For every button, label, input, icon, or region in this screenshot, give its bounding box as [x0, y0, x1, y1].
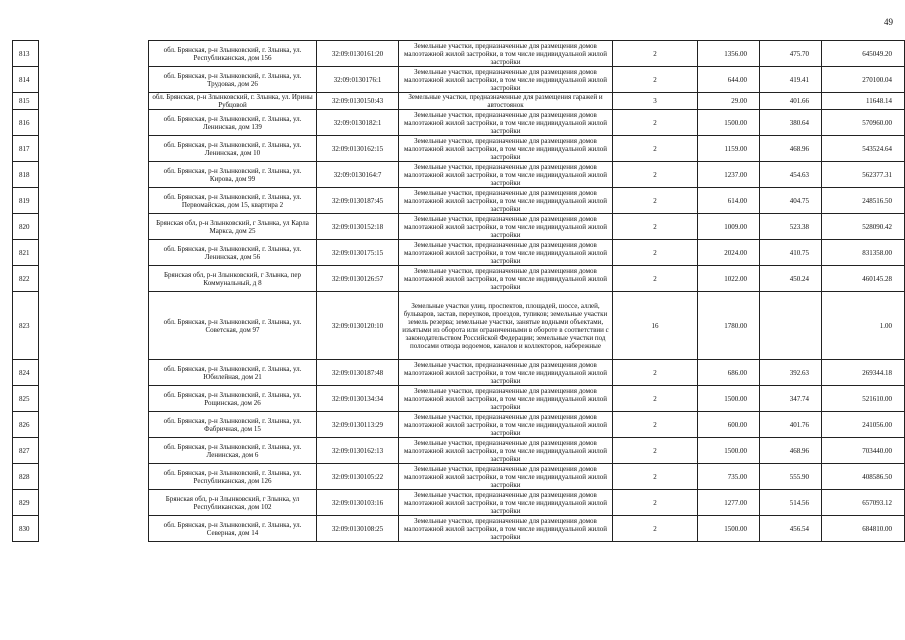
row-number: 827: [13, 438, 39, 464]
cadastral-value-cell: 248516.50: [822, 188, 905, 214]
specific-value-cell: 555.90: [760, 464, 822, 490]
area-cell: 1009.00: [698, 214, 760, 240]
land-use-cell: Земельные участки, предназначенные для размещения гаражей и автостоянок: [399, 93, 613, 110]
row-number: 820: [13, 214, 39, 240]
row-number: 816: [13, 110, 39, 136]
use-code-cell: 2: [613, 266, 698, 292]
cadastral-value-cell: 521610.00: [822, 386, 905, 412]
specific-value-cell: 468.96: [760, 136, 822, 162]
row-number: 818: [13, 162, 39, 188]
area-cell: 1159.00: [698, 136, 760, 162]
table-row: [13, 490, 905, 516]
cadastral-value-cell: 831358.00: [822, 240, 905, 266]
address-cell: обл. Брянская, р-н Злынковский, г. Злынка, ул. Рощинская, дом 26: [149, 386, 317, 412]
spacer-cell: [39, 240, 149, 266]
spacer-cell: [39, 438, 149, 464]
area-cell: 1500.00: [698, 516, 760, 542]
land-use-cell: Земельные участки, предназначенные для размещения домов малоэтажной жилой застройки, в том числе индивидуальной жилой застройки: [399, 464, 613, 490]
row-number: 828: [13, 464, 39, 490]
address-cell: обл. Брянская, р-н Злынковский, г. Злынка, ул. Первомайская, дом 15, квартира 2: [149, 188, 317, 214]
cadastral-number-cell: 32:09:0130126:57: [317, 266, 399, 292]
use-code-cell: 2: [613, 438, 698, 464]
table-row: [13, 93, 905, 110]
use-code-cell: 3: [613, 93, 698, 110]
use-code-cell: 2: [613, 360, 698, 386]
cadastral-number-cell: 32:09:0130134:34: [317, 386, 399, 412]
table-row: [13, 412, 905, 438]
table-row: [13, 67, 905, 93]
row-number: 829: [13, 490, 39, 516]
spacer-cell: [39, 110, 149, 136]
spacer-cell: [39, 188, 149, 214]
land-use-cell: Земельные участки, предназначенные для размещения домов малоэтажной жилой застройки, в том числе индивидуальной жилой застройки: [399, 386, 613, 412]
land-use-cell: Земельные участки, предназначенные для размещения домов малоэтажной жилой застройки, в том числе индивидуальной жилой застройки: [399, 490, 613, 516]
area-cell: 29.00: [698, 93, 760, 110]
specific-value-cell: 392.63: [760, 360, 822, 386]
address-cell: обл. Брянская, р-н Злынковский, г. Злынка, ул. Ленинская, дом 56: [149, 240, 317, 266]
spacer-cell: [39, 266, 149, 292]
land-use-cell: Земельные участки, предназначенные для размещения домов малоэтажной жилой застройки, в том числе индивидуальной жилой застройки: [399, 360, 613, 386]
spacer-cell: [39, 412, 149, 438]
row-number: 821: [13, 240, 39, 266]
cadastral-value-cell: 645049.20: [822, 41, 905, 67]
cadastral-number-cell: 32:09:0130182:1: [317, 110, 399, 136]
table-row: [13, 110, 905, 136]
specific-value-cell: 401.66: [760, 93, 822, 110]
use-code-cell: 2: [613, 214, 698, 240]
land-use-cell: Земельные участки улиц, проспектов, площадей, шоссе, аллей, бульваров, застав, переулков, проездов, тупиков; земельные участки земель резерва; земельные участки, занятые водными объектами, изъятыми из оборота или ограниченными в обороте в соответствии с законодательством Российской Федерации; земельные участки под полосами отвода водоемов, каналов и коллекторов, набережные: [399, 292, 613, 360]
address-cell: обл. Брянская, р-н Злынковский, г. Злынка, ул. Советская, дом 97: [149, 292, 317, 360]
specific-value-cell: 419.41: [760, 67, 822, 93]
cadastral-value-cell: 562377.31: [822, 162, 905, 188]
table-row: [13, 292, 905, 360]
cadastral-number-cell: 32:09:0130105:22: [317, 464, 399, 490]
area-cell: 600.00: [698, 412, 760, 438]
address-cell: обл. Брянская, р-н Злынковский, г. Злынка, ул. Юбилейная, дом 21: [149, 360, 317, 386]
cadastral-value-cell: 270100.04: [822, 67, 905, 93]
cadastral-number-cell: 32:09:0130113:29: [317, 412, 399, 438]
table-row: [13, 360, 905, 386]
table-row: [13, 438, 905, 464]
table-row: [13, 188, 905, 214]
specific-value-cell: 450.24: [760, 266, 822, 292]
specific-value-cell: 380.64: [760, 110, 822, 136]
spacer-cell: [39, 67, 149, 93]
land-use-cell: Земельные участки, предназначенные для размещения домов малоэтажной жилой застройки, в том числе индивидуальной жилой застройки: [399, 438, 613, 464]
land-use-cell: Земельные участки, предназначенные для размещения домов малоэтажной жилой застройки, в том числе индивидуальной жилой застройки: [399, 240, 613, 266]
table-row: [13, 136, 905, 162]
land-use-cell: Земельные участки, предназначенные для размещения домов малоэтажной жилой застройки, в том числе индивидуальной жилой застройки: [399, 214, 613, 240]
use-code-cell: 2: [613, 136, 698, 162]
area-cell: 644.00: [698, 67, 760, 93]
land-use-cell: Земельные участки, предназначенные для размещения домов малоэтажной жилой застройки, в том числе индивидуальной жилой застройки: [399, 516, 613, 542]
land-use-cell: Земельные участки, предназначенные для размещения домов малоэтажной жилой застройки, в том числе индивидуальной жилой застройки: [399, 266, 613, 292]
area-cell: 1022.00: [698, 266, 760, 292]
address-cell: обл. Брянская, р-н Злынковский, г. Злынка, ул. Ленинская, дом 10: [149, 136, 317, 162]
area-cell: 1500.00: [698, 386, 760, 412]
cadastral-number-cell: 32:09:0130187:45: [317, 188, 399, 214]
cadastral-value-cell: 408586.50: [822, 464, 905, 490]
spacer-cell: [39, 162, 149, 188]
area-cell: 1500.00: [698, 438, 760, 464]
table-row: [13, 214, 905, 240]
address-cell: Брянская обл, р-н Злынковский, г Злынка, ул Республиканская, дом 102: [149, 490, 317, 516]
specific-value-cell: 514.56: [760, 490, 822, 516]
specific-value-cell: [760, 292, 822, 360]
spacer-cell: [39, 214, 149, 240]
cadastral-value-cell: 703440.00: [822, 438, 905, 464]
spacer-cell: [39, 292, 149, 360]
use-code-cell: 2: [613, 188, 698, 214]
cadastral-number-cell: 32:09:0130162:15: [317, 136, 399, 162]
land-use-cell: Земельные участки, предназначенные для размещения домов малоэтажной жилой застройки, в том числе индивидуальной жилой застройки: [399, 162, 613, 188]
specific-value-cell: 468.96: [760, 438, 822, 464]
area-cell: 686.00: [698, 360, 760, 386]
cadastral-number-cell: 32:09:0130108:25: [317, 516, 399, 542]
use-code-cell: 2: [613, 41, 698, 67]
row-number: 825: [13, 386, 39, 412]
row-number: 823: [13, 292, 39, 360]
land-use-cell: Земельные участки, предназначенные для размещения домов малоэтажной жилой застройки, в том числе индивидуальной жилой застройки: [399, 188, 613, 214]
address-cell: Брянская обл, р-н Злынковский, г Злынка, ул Карла Маркса, дом 25: [149, 214, 317, 240]
address-cell: обл. Брянская, р-н Злынковский, г. Злынка, ул. Республиканская, дом 156: [149, 41, 317, 67]
table-row: [13, 41, 905, 67]
land-use-cell: Земельные участки, предназначенные для размещения домов малоэтажной жилой застройки, в том числе индивидуальной жилой застройки: [399, 67, 613, 93]
cadastral-value-cell: 460145.28: [822, 266, 905, 292]
address-cell: обл. Брянская, р-н Злынковский, г. Злынка, ул. Фабричная, дом 15: [149, 412, 317, 438]
row-number: 814: [13, 67, 39, 93]
address-cell: Брянская обл, р-н Злынковский, г Злынка, пер Коммунальный, д 8: [149, 266, 317, 292]
land-use-cell: Земельные участки, предназначенные для размещения домов малоэтажной жилой застройки, в том числе индивидуальной жилой застройки: [399, 41, 613, 67]
cadastral-value-cell: 570960.00: [822, 110, 905, 136]
cadastral-value-cell: 241056.00: [822, 412, 905, 438]
area-cell: 735.00: [698, 464, 760, 490]
spacer-cell: [39, 360, 149, 386]
cadastral-value-cell: 11648.14: [822, 93, 905, 110]
use-code-cell: 2: [613, 490, 698, 516]
cadastral-number-cell: 32:09:0130162:13: [317, 438, 399, 464]
area-cell: 614.00: [698, 188, 760, 214]
cadastral-value-cell: 1.00: [822, 292, 905, 360]
cadastral-number-cell: 32:09:0130161:20: [317, 41, 399, 67]
table-row: [13, 240, 905, 266]
cadastral-number-cell: 32:09:0130176:1: [317, 67, 399, 93]
area-cell: 1237.00: [698, 162, 760, 188]
use-code-cell: 2: [613, 162, 698, 188]
specific-value-cell: 475.70: [760, 41, 822, 67]
use-code-cell: 2: [613, 67, 698, 93]
cadastral-value-cell: 528090.42: [822, 214, 905, 240]
spacer-cell: [39, 41, 149, 67]
row-number: 813: [13, 41, 39, 67]
use-code-cell: 2: [613, 240, 698, 266]
area-cell: 1500.00: [698, 110, 760, 136]
specific-value-cell: 404.75: [760, 188, 822, 214]
address-cell: обл. Брянская, р-н Злынковский, г. Злынка, ул. Ленинская, дом 6: [149, 438, 317, 464]
cadastral-value-cell: 269344.18: [822, 360, 905, 386]
spacer-cell: [39, 516, 149, 542]
row-number: 826: [13, 412, 39, 438]
table-row: [13, 266, 905, 292]
table-row: [13, 464, 905, 490]
land-use-cell: Земельные участки, предназначенные для размещения домов малоэтажной жилой застройки, в том числе индивидуальной жилой застройки: [399, 136, 613, 162]
address-cell: обл. Брянская, р-н Злынковский, г. Злынка, ул. Ленинская, дом 139: [149, 110, 317, 136]
area-cell: 1277.00: [698, 490, 760, 516]
table-row: [13, 516, 905, 542]
cadastral-number-cell: 32:09:0130187:48: [317, 360, 399, 386]
page-number: 49: [884, 17, 893, 27]
address-cell: обл. Брянская, р-н Злынковский, г. Злынка, ул. Республиканская, дом 126: [149, 464, 317, 490]
use-code-cell: 2: [613, 386, 698, 412]
cadastral-value-cell: 543524.64: [822, 136, 905, 162]
specific-value-cell: 454.63: [760, 162, 822, 188]
spacer-cell: [39, 490, 149, 516]
specific-value-cell: 347.74: [760, 386, 822, 412]
cadastral-table: [12, 40, 905, 542]
table-row: [13, 386, 905, 412]
land-use-cell: Земельные участки, предназначенные для размещения домов малоэтажной жилой застройки, в том числе индивидуальной жилой застройки: [399, 110, 613, 136]
row-number: 822: [13, 266, 39, 292]
address-cell: обл. Брянская, р-н Злынковский, г. Злынка, ул. Северная, дом 14: [149, 516, 317, 542]
use-code-cell: 2: [613, 110, 698, 136]
cadastral-number-cell: 32:09:0130120:10: [317, 292, 399, 360]
address-cell: обл. Брянская, р-н Злынковский, г. Злынка, ул. Ирины Рубцовой: [149, 93, 317, 110]
spacer-cell: [39, 93, 149, 110]
row-number: 819: [13, 188, 39, 214]
cadastral-number-cell: 32:09:0130103:16: [317, 490, 399, 516]
cadastral-number-cell: 32:09:0130150:43: [317, 93, 399, 110]
table-row: [13, 162, 905, 188]
spacer-cell: [39, 136, 149, 162]
cadastral-number-cell: 32:09:0130152:18: [317, 214, 399, 240]
land-use-cell: Земельные участки, предназначенные для размещения домов малоэтажной жилой застройки, в том числе индивидуальной жилой застройки: [399, 412, 613, 438]
area-cell: 1356.00: [698, 41, 760, 67]
use-code-cell: 16: [613, 292, 698, 360]
row-number: 815: [13, 93, 39, 110]
specific-value-cell: 523.38: [760, 214, 822, 240]
cadastral-value-cell: 657093.12: [822, 490, 905, 516]
specific-value-cell: 456.54: [760, 516, 822, 542]
spacer-cell: [39, 386, 149, 412]
area-cell: 2024.00: [698, 240, 760, 266]
row-number: 817: [13, 136, 39, 162]
row-number: 830: [13, 516, 39, 542]
cadastral-number-cell: 32:09:0130164:7: [317, 162, 399, 188]
specific-value-cell: 410.75: [760, 240, 822, 266]
area-cell: 1780.00: [698, 292, 760, 360]
table-body: [13, 41, 905, 542]
row-number: 824: [13, 360, 39, 386]
spacer-cell: [39, 464, 149, 490]
address-cell: обл. Брянская, р-н Злынковский, г. Злынка, ул. Кирова, дом 99: [149, 162, 317, 188]
cadastral-number-cell: 32:09:0130175:15: [317, 240, 399, 266]
specific-value-cell: 401.76: [760, 412, 822, 438]
use-code-cell: 2: [613, 516, 698, 542]
cadastral-value-cell: 684810.00: [822, 516, 905, 542]
use-code-cell: 2: [613, 464, 698, 490]
address-cell: обл. Брянская, р-н Злынковский, г. Злынка, ул. Трудовая, дом 26: [149, 67, 317, 93]
use-code-cell: 2: [613, 412, 698, 438]
